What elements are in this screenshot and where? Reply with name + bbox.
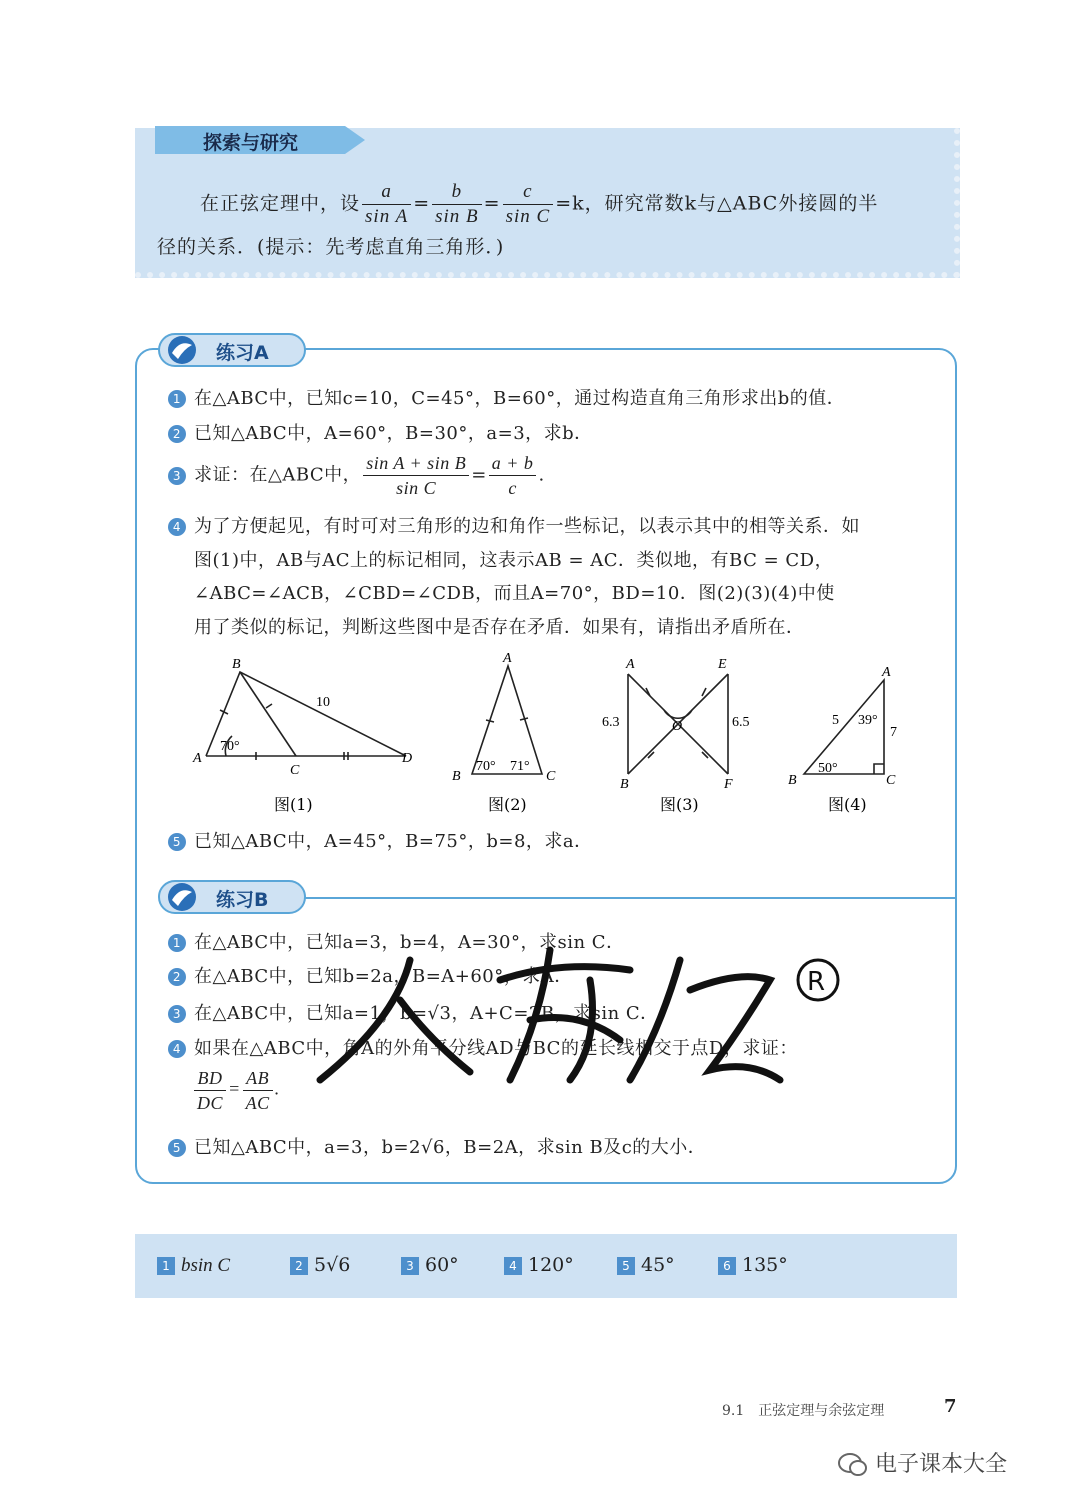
answer-value: 60° [425, 1254, 459, 1276]
explore-line-1: 在正弦定理中，设 $\frac{a}{\text{sin A}}$ = $\frac{b}{\text{sin B}}$ = $\frac{c}{\text{sin C}}$ =k，研究常数k与△ABC外接圆的半 [200, 181, 879, 227]
fraction [503, 180, 554, 229]
fig4-label-b: B [788, 773, 797, 788]
answer-item [401, 1254, 459, 1276]
answer-item [290, 1254, 350, 1276]
answer-item [504, 1254, 574, 1276]
frac-num: BD [194, 1066, 226, 1091]
question-text: 在△ABC中，已知c=10，C=45°，B=60°，通过构造直角三角形求出b的值． [194, 388, 846, 409]
page-number: 7 [944, 1396, 957, 1417]
frac-den: c [508, 478, 517, 498]
figure-2 [472, 666, 542, 774]
fig1-angle: 70° [220, 739, 240, 754]
answer-number: 5 [617, 1257, 635, 1275]
answer-value: 135° [742, 1254, 788, 1276]
question-a4 [168, 512, 860, 538]
answer-item [617, 1254, 675, 1276]
question-text: 已知△ABC中，A=60°，B=30°，a=3，求b． [194, 423, 593, 444]
answer-value: bsin C [181, 1255, 231, 1276]
fig4-angle-b: 50° [818, 761, 838, 776]
question-number: 2 [168, 968, 186, 986]
answer-value: 45° [641, 1254, 675, 1276]
fig3-label-e: E [718, 657, 727, 672]
source-text: 电子课本大全 [875, 1452, 1008, 1477]
question-number: 1 [168, 934, 186, 952]
question-text: 已知△ABC中，A=45°，B=75°，b=8，求a． [194, 831, 593, 852]
frac-num: a + b [489, 451, 537, 476]
answer-item [157, 1254, 230, 1277]
question-text: 在△ABC中，已知a=1，b=√3，A+C=2B，求sin C． [194, 1003, 659, 1024]
frac-num: sin A + sin B [363, 451, 469, 476]
question-b5 [168, 1133, 706, 1159]
fig2-caption: 图(2) [488, 795, 527, 814]
fraction [243, 1066, 273, 1115]
question-a4-line4: 用了类似的标记，判断这些图中是否存在矛盾．如果有，请指出矛盾所在． [194, 617, 805, 638]
answer-value: 5√6 [314, 1254, 351, 1276]
question-a2 [168, 419, 593, 445]
fig3-label-b: B [620, 777, 629, 792]
frac-num: b [432, 180, 482, 205]
publisher-watermark-logo [300, 940, 860, 1090]
fig4-label-a: A [882, 665, 891, 680]
fig3-label-f: F [724, 777, 733, 792]
fraction [362, 180, 411, 229]
frac-den: sin C [396, 478, 437, 498]
fig2-angle-c: 71° [510, 759, 530, 774]
question-number: 4 [168, 1040, 186, 1058]
question-number: 3 [168, 467, 186, 485]
frac-den: sin A [365, 206, 409, 227]
frac-den: sin C [505, 206, 551, 227]
registered-mark: R [807, 967, 826, 997]
fig1-side: 10 [316, 695, 330, 710]
fig3-right: 6.5 [732, 715, 750, 730]
practice-a-tab [158, 333, 308, 367]
frac-num: AB [243, 1066, 273, 1091]
fig1-label-a: A [193, 751, 202, 766]
footer-section-title: 9.1 正弦定理与余弦定理 [722, 1403, 885, 1419]
answer-value: 120° [528, 1254, 574, 1276]
question-text: 如果在△ABC中，角A的外角平分线AD与BC的延长线相交于点D，求证： [194, 1038, 798, 1059]
question-number: 5 [168, 833, 186, 851]
fig1-caption: 图(1) [274, 795, 313, 814]
answer-number: 6 [718, 1257, 736, 1275]
wechat-icon [838, 1452, 868, 1478]
fig2-angle-b: 70° [476, 759, 496, 774]
question-text: 已知△ABC中，a=3，b=2√6，B=2A，求sin B及c的大小． [194, 1137, 707, 1158]
fig2-label-c: C [546, 769, 556, 784]
fig3-label-o: O [672, 719, 683, 734]
practice-b-tab [158, 880, 308, 914]
fig4-angle-a: 39° [858, 713, 878, 728]
frac-num: c [503, 180, 554, 205]
fraction [432, 180, 482, 229]
question-text: 为了方便起见，有时可对三角形的边和角作一些标记，以表示其中的相等关系．如 [194, 516, 860, 537]
practice-a-title: 练习A [216, 342, 269, 364]
figures-diagram [190, 650, 930, 814]
fig3-label-a: A [626, 657, 635, 672]
fig3-caption: 图(3) [660, 795, 699, 814]
explore-tab [155, 124, 365, 156]
question-number: 5 [168, 1139, 186, 1157]
frac-den: DC [197, 1093, 224, 1113]
question-text: 求证：在△ABC中， [194, 464, 362, 486]
question-number: 4 [168, 518, 186, 536]
fig3-left: 6.3 [602, 715, 620, 730]
fig1-label-c: C [290, 763, 300, 778]
question-a4-line2: 图(1)中，AB与AC上的标记相同，这表示AB = AC．类似地，有BC = CD， [194, 550, 834, 571]
frac-den: AC [245, 1093, 270, 1113]
question-number: 2 [168, 425, 186, 443]
fig4-caption: 图(4) [828, 795, 867, 814]
fig4-side: 7 [890, 725, 897, 740]
question-a5 [168, 827, 593, 853]
answer-number: 2 [290, 1257, 308, 1275]
question-a3: 3 求证：在△ABC中， $\frac{\text{sin A + sin B}}{\text{sin C}}$ = $\frac{a + b}{c}$ . [168, 451, 545, 500]
answer-item [718, 1254, 788, 1276]
question-a1 [168, 384, 845, 410]
question-number: 3 [168, 1005, 186, 1023]
fig4-hyp: 5 [832, 713, 839, 728]
question-a4-line3: ∠ABC=∠ACB，∠CBD=∠CDB，而且A=70°，BD=10．图(2)(3)(4)中使 [194, 583, 835, 604]
fig1-label-b: B [232, 657, 241, 672]
practice-b-title: 练习B [216, 889, 269, 911]
explore-text: 在正弦定理中，设 [200, 192, 361, 215]
answer-number: 3 [401, 1257, 419, 1275]
fig2-label-a: A [503, 651, 512, 666]
answer-number: 1 [157, 1257, 175, 1275]
explore-line-2: 径的关系．(提示：先考虑直角三角形．) [157, 236, 505, 258]
fraction [489, 451, 537, 500]
question-text: 在△ABC中，已知a=3，b=4，A=30°，求sin C． [194, 932, 625, 953]
wechat-source [838, 1447, 1007, 1478]
fig4-label-c: C [886, 773, 896, 788]
fig1-label-d: D [402, 751, 413, 766]
question-number: 1 [168, 390, 186, 408]
fraction [194, 1066, 226, 1115]
section-divider [300, 897, 957, 899]
explore-text: =k，研究常数k与△ABC外接圆的半 [555, 192, 879, 215]
question-text: 在△ABC中，已知b=2a，B=A+60°，求A． [194, 966, 573, 987]
answer-number: 4 [504, 1257, 522, 1275]
frac-num: a [362, 180, 411, 205]
fraction [363, 451, 469, 500]
answers-band [135, 1234, 957, 1298]
question-b4-formula: $\frac{BD}{DC}$ = $\frac{AB}{AC}$ . [192, 1066, 280, 1115]
explore-title: 探索与研究 [203, 132, 299, 154]
fig2-label-b: B [452, 769, 461, 784]
frac-den: sin B [435, 206, 479, 227]
